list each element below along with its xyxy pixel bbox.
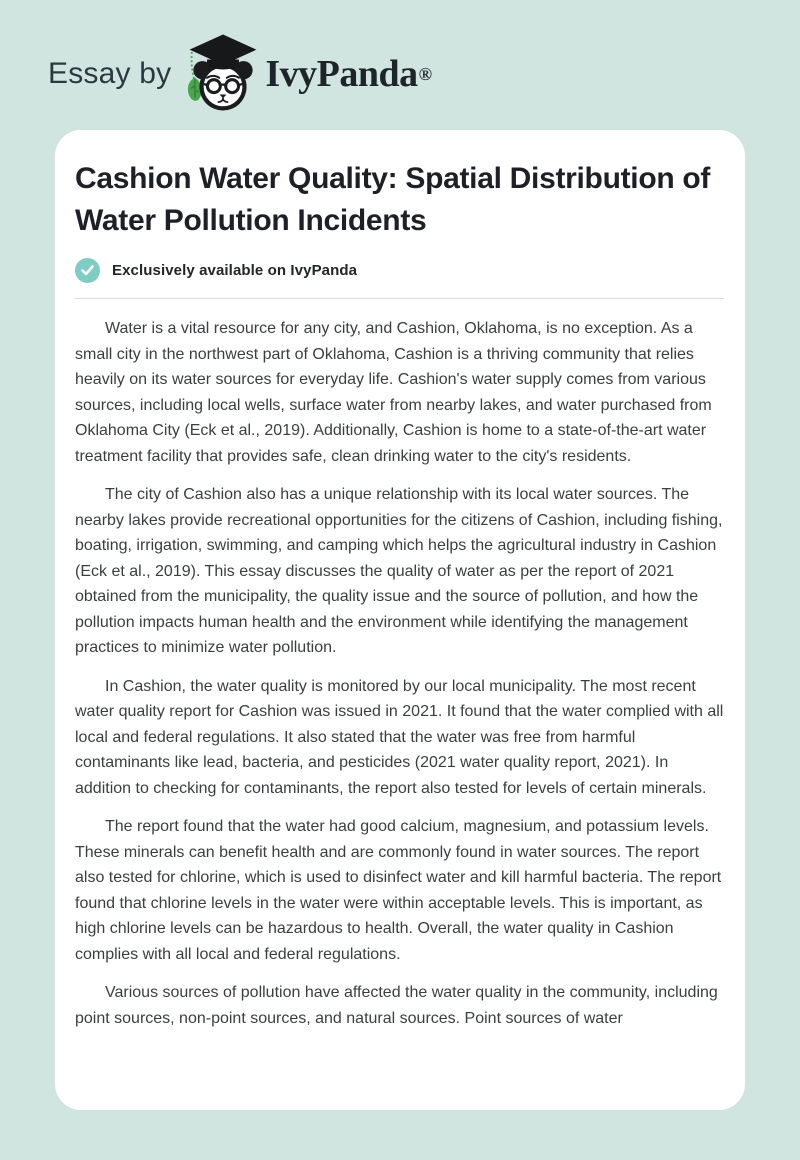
- header: [0, 0, 800, 122]
- essay-card: [55, 130, 745, 1110]
- ivypanda-logo[interactable]: [185, 32, 261, 116]
- registered-mark: ®: [418, 63, 433, 84]
- essay-by-label: Essay by: [48, 57, 172, 90]
- check-icon: [75, 258, 100, 283]
- essay-paragraph: Various sources of pollution have affected the water quality in the community, including point sources, non-point sources, and natural sources. Point sources of water: [75, 984, 718, 1027]
- badge-label: Exclusively available on IvyPanda: [112, 262, 358, 279]
- essay-paragraph: In Cashion, the water quality is monitored by our local municipality. The most recent water quality report for Cashion was issued in 2021. It found that the water complied with all local and federal regulations. It also stated that the water was free from harmful contaminants like lead, bacteria, and pesticides (2021 water quality report, 2021). In addition to checking for contaminants, the report also tested for levels of certain minerals.: [75, 677, 724, 797]
- essay-title: Cashion Water Quality: Spatial Distribution of Water Pollution Incidents: [75, 162, 711, 237]
- brand-name[interactable]: IvyPanda: [265, 53, 418, 95]
- divider: [75, 298, 724, 299]
- panda-graduate-icon: [185, 32, 261, 116]
- essay-paragraph: Water is a vital resource for any city, and Cashion, Oklahoma, is no exception. As a small city in the northwest part of Oklahoma, Cashion is a thriving community that relies heavily on its water sources for everyday life. Cashion's water supply comes from various sources, including local wells, surface water from nearby lakes, and water purchased from Oklahoma City (Eck et al., 2019). Additionally, Cashion is home to a state-of-the-art water treatment facility that provides safe, clean drinking water to the city's residents.: [75, 320, 712, 465]
- exclusive-badge: [75, 258, 724, 283]
- essay-paragraph: The report found that the water had good calcium, magnesium, and potassium levels. These minerals can benefit health and are commonly found in water sources. The report also tested for chlorine, which is used to disinfect water and kill harmful bacteria. The report found that chlorine levels in the water were within acceptable levels. This is important, as high chlorine levels can be hazardous to health. Overall, the water quality in Cashion complies with all local and federal regulations.: [75, 818, 722, 963]
- essay-paragraph: The city of Cashion also has a unique relationship with its local water sources. The nearby lakes provide recreational opportunities for the citizens of Cashion, including fishing, boating, irrigation, swimming, and camping which helps the agricultural industry in Cashion (Eck et al., 2019). This essay discusses the quality of water as per the report of 2021 obtained from the municipality, the quality issue and the source of pollution, and how the pollution impacts human health and the environment while identifying the management practices to minimize water pollution.: [75, 486, 723, 656]
